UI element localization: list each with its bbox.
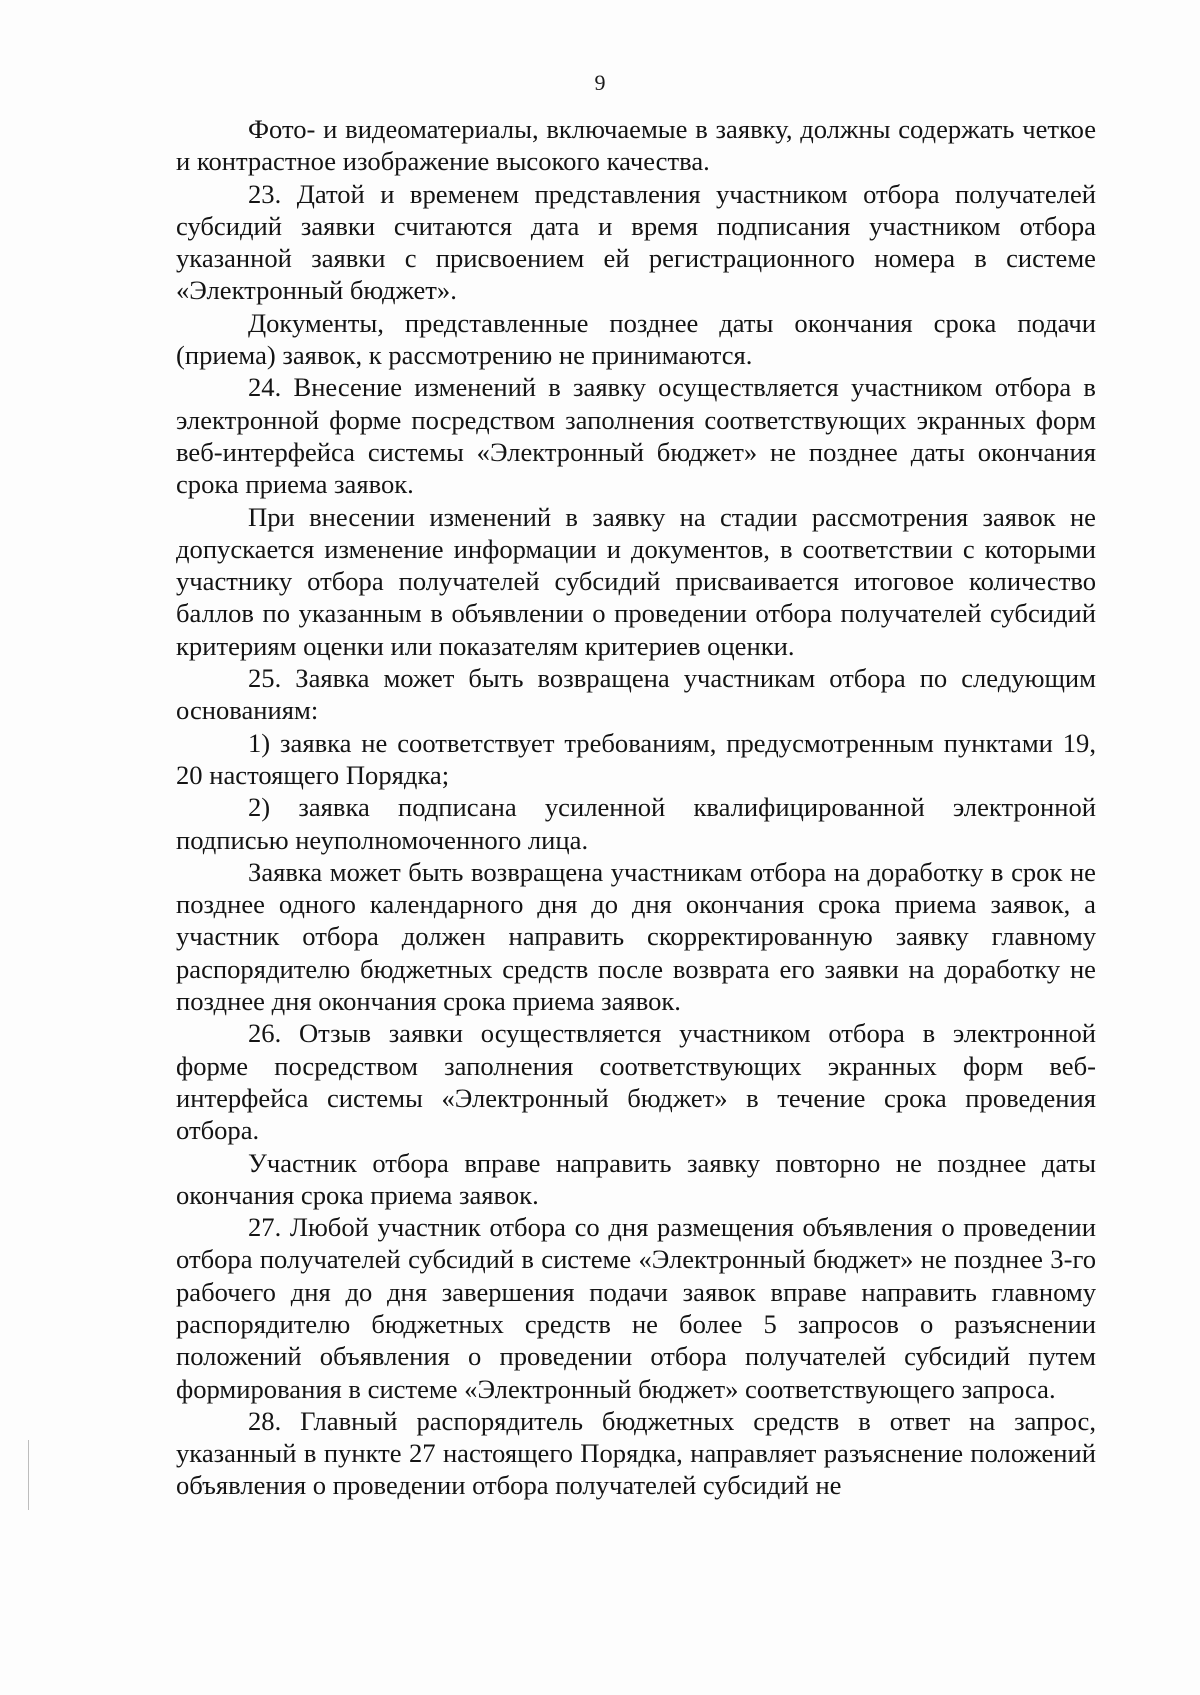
paragraph-23: 23. Датой и временем представления участником отбора получателей субсидий заявки считаются дата и время подписания участником отбора указанной заявки с присвоением ей регистрационного номера в системе «Электронный бюджет».	[176, 178, 1096, 306]
paragraph-return-for-revision: Заявка может быть возвращена участникам отбора на доработку в срок не позднее одного календарного дня до дня окончания срока приема заявок, а участник отбора должен направить скорректированную заявку главному распорядителю бюджетных средств после возврата его заявки на доработку не позднее дня окончания срока приема заявок.	[176, 856, 1096, 1017]
paragraph-documents-late: Документы, представленные позднее даты окончания срока подачи (приема) заявок, к рассмотрению не принимаются.	[176, 307, 1096, 371]
page-number: 9	[594, 70, 606, 95]
paragraph-25: 25. Заявка может быть возвращена участникам отбора по следующим основаниям:	[176, 663, 1096, 726]
document-body	[176, 113, 1096, 1502]
scan-artifact-mark	[28, 1440, 29, 1510]
paragraph-resubmit: Участник отбора вправе направить заявку повторно не позднее даты окончания срока приема заявок.	[176, 1147, 1096, 1210]
paragraph-28: 28. Главный распорядитель бюджетных средств в ответ на запрос, указанный в пункте 27 настоящего Порядка, направляет разъяснение положений объявления о проведении отбора получателей субсидий не	[176, 1405, 1096, 1501]
paragraph-25-item-1: 1) заявка не соответствует требованиям, предусмотренным пунктами 19, 20 настоящего Порядка;	[176, 727, 1096, 790]
paragraph-25-item-2: 2) заявка подписана усиленной квалифицированной электронной подписью неуполномоченного лица.	[176, 792, 1096, 855]
paragraph-photo-video: Фото- и видеоматериалы, включаемые в заявку, должны содержать четкое и контрастное изображение высокого качества.	[176, 114, 1096, 177]
paragraph-27: 27. Любой участник отбора со дня размещения объявления о проведении отбора получателей субсидий в системе «Электронный бюджет» не позднее 3-го рабочего дня до дня завершения подачи заявок вправе направить главному распорядителю бюджетных средств не более 5 запросов о разъяснении положений объявления о проведении отбора получателей субсидий путем формирования в системе «Электронный бюджет» соответствующего запроса.	[176, 1212, 1096, 1404]
paragraph-24: 24. Внесение изменений в заявку осуществляется участником отбора в электронной форме посредством заполнения соответствующих экранных форм веб-интерфейса системы «Электронный бюджет» не позднее даты окончания срока приема заявок.	[176, 372, 1096, 500]
paragraph-changes-review-stage: При внесении изменений в заявку на стадии рассмотрения заявок не допускается изменение информации и документов, в соответствии с которыми участнику отбора получателей субсидий присваивается итоговое количество баллов по указанным в объявлении о проведении отбора получателей субсидий критериям оценки или показателям критериев оценки.	[176, 501, 1096, 661]
paragraph-26: 26. Отзыв заявки осуществляется участником отбора в электронной форме посредством заполнения соответствующих экранных форм веб-интерфейса системы «Электронный бюджет» в течение срока проведения отбора.	[176, 1018, 1096, 1146]
